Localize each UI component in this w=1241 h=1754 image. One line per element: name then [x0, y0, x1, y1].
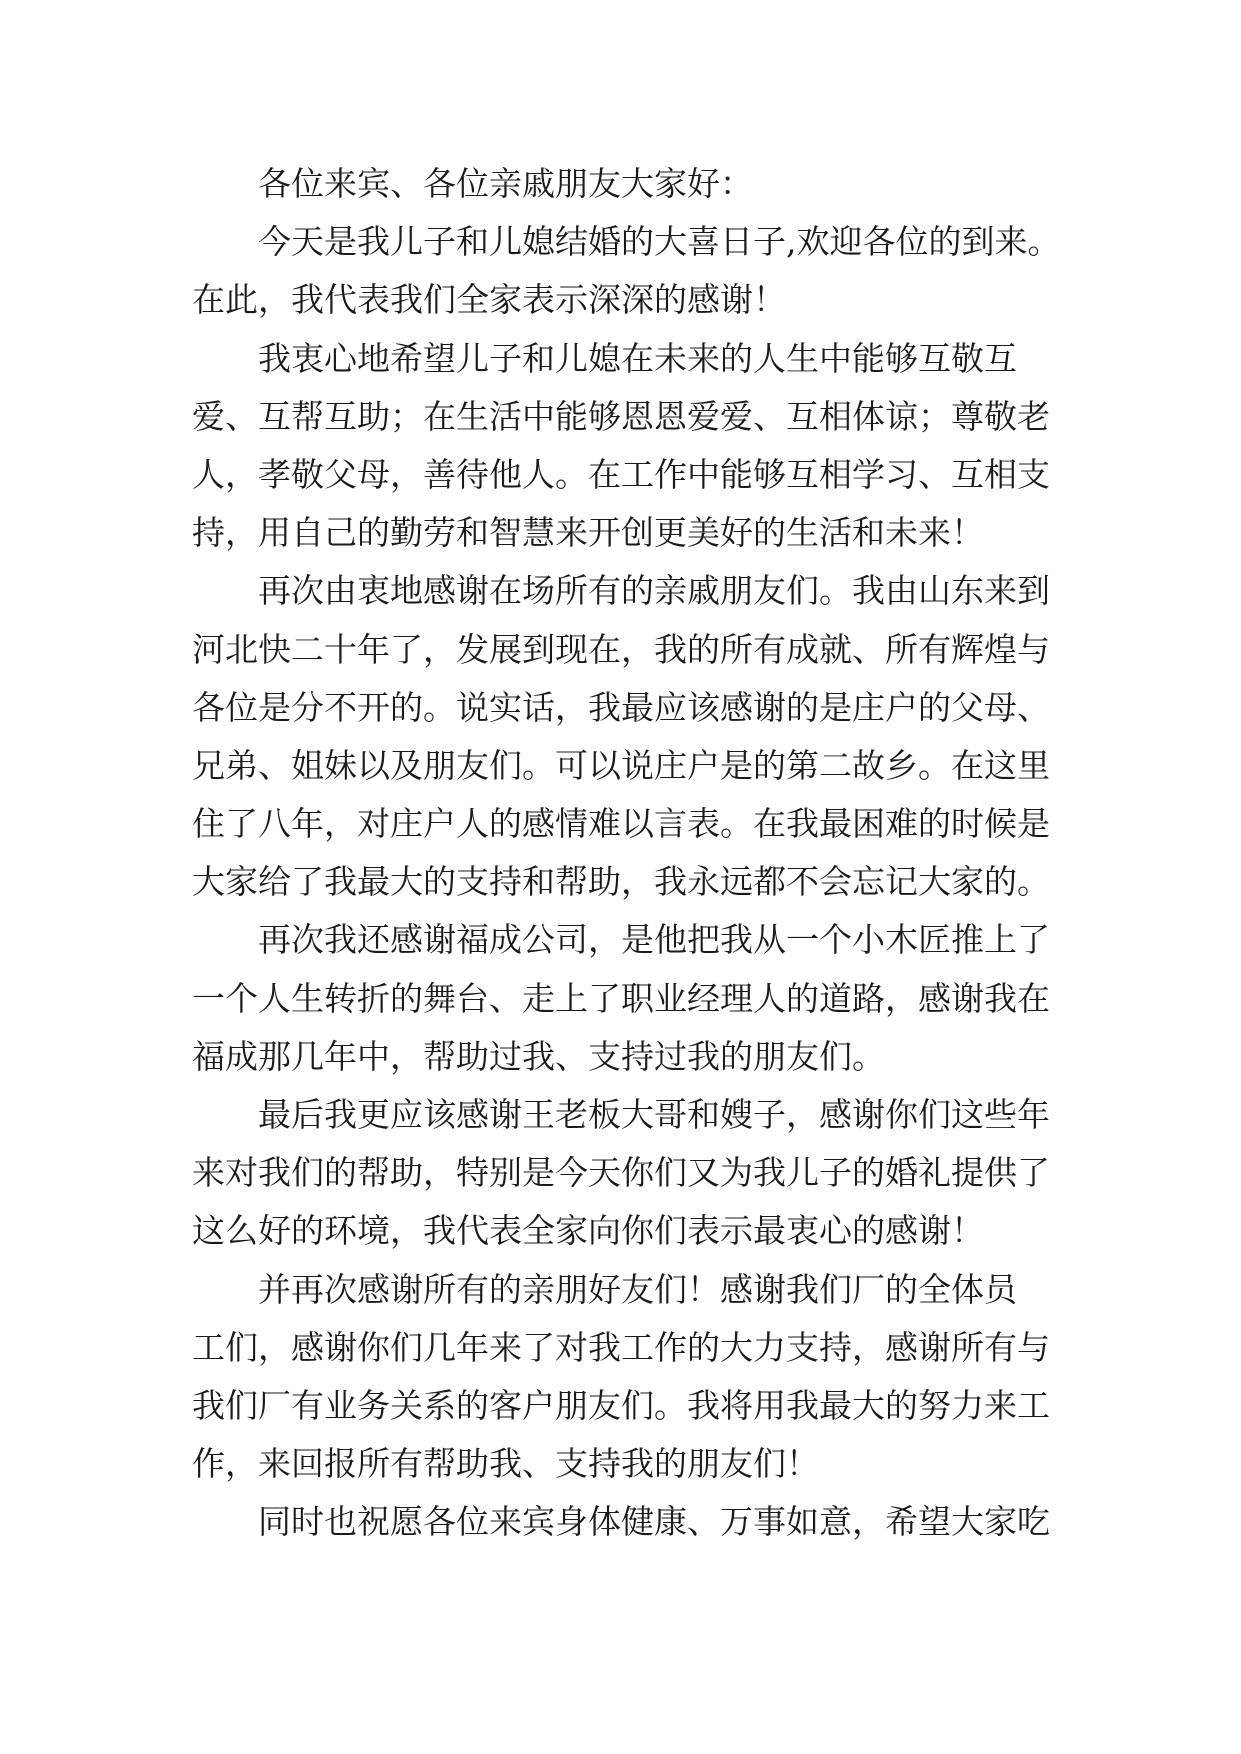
text-line: 作，来回报所有帮助我、支持我的朋友们！: [192, 1444, 819, 1484]
text-line: 我们厂有业务关系的客户朋友们。我将用我最大的努力来工: [192, 1385, 1050, 1425]
text-line: 福成那几年中，帮助过我、支持过我的朋友们。: [192, 1036, 885, 1076]
text-line: 工们，感谢你们几年来了对我工作的大力支持，感谢所有与: [192, 1327, 1050, 1367]
text-line: 今天是我儿子和儿媳结婚的大喜日子,欢迎各位的到来。: [258, 222, 1061, 262]
text-line: 持，用自己的勤劳和智慧来开创更美好的生活和未来！: [192, 513, 984, 553]
text-line: 各位是分不开的。说实话，我最应该感谢的是庄户的父母、: [192, 687, 1050, 727]
text-line: 并再次感谢所有的亲朋好友们！感谢我们厂的全体员: [258, 1269, 1017, 1309]
text-line: 最后我更应该感谢王老板大哥和嫂子，感谢你们这些年: [258, 1095, 1050, 1134]
text-line: 住了八年，对庄户人的感情难以言表。在我最困难的时候是: [192, 804, 1050, 844]
text-line: 在此，我代表我们全家表示深深的感谢！: [192, 280, 786, 320]
text-line: 人，孝敬父母，善待他人。在工作中能够互相学习、互相支: [192, 454, 1050, 494]
text-line: 河北快二十年了，发展到现在，我的所有成就、所有辉煌与: [192, 629, 1050, 669]
text-line: 各位来宾、各位亲戚朋友大家好：: [258, 164, 753, 203]
text-line: 我衷心地希望儿子和儿媳在未来的人生中能够互敬互: [258, 338, 1017, 378]
speech-text: [192, 155, 1072, 1552]
text-line: 来对我们的帮助，特别是今天你们又为我儿子的婚礼提供了: [192, 1153, 1050, 1193]
text-line: 爱、互帮互助；在生活中能够恩恩爱爱、互相体谅；尊敬老: [192, 396, 1050, 436]
text-line: 再次我还感谢福成公司，是他把我从一个小木匠推上了: [258, 920, 1050, 960]
text-line: 兄弟、姐妹以及朋友们。可以说庄户是的第二故乡。在这里: [192, 745, 1050, 785]
text-line: 再次由衷地感谢在场所有的亲戚朋友们。我由山东来到: [258, 571, 1050, 611]
text-line: 大家给了我最大的支持和帮助，我永远都不会忘记大家的。: [192, 862, 1050, 902]
text-line: 一个人生转折的舞台、走上了职业经理人的道路，感谢我在: [192, 978, 1050, 1018]
text-line: 这么好的环境，我代表全家向你们表示最衷心的感谢！: [192, 1211, 984, 1251]
text-line: 同时也祝愿各位来宾身体健康、万事如意，希望大家吃: [258, 1502, 1050, 1542]
